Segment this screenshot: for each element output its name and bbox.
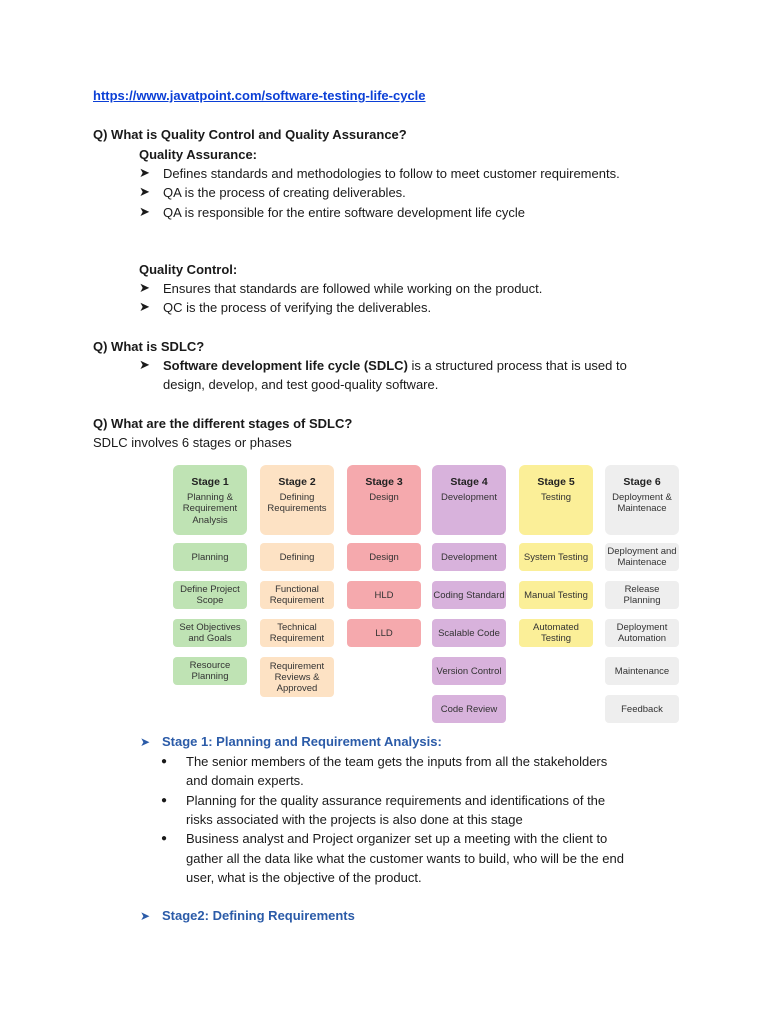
reference-link[interactable]: https://www.javatpoint.com/software-testing-life-cycle [93, 88, 426, 103]
sdlc-term: Software development life cycle (SDLC) [163, 358, 408, 373]
qc-item: Ensures that standards are followed while working on the product. [163, 281, 543, 296]
qc-item: QC is the process of verifying the deliverables. [163, 300, 432, 315]
stage-header [347, 465, 421, 535]
arrow-bullet-icon: ➤ [139, 184, 150, 199]
stage-subtitle: Deployment & Maintenace [612, 491, 672, 514]
stage2-heading: Stage2: Defining Requirements [162, 908, 355, 923]
stage-activity-cell: Design [347, 543, 421, 571]
stage-activity-cell: Release Planning [605, 581, 679, 609]
sdlc-definition-rest: is a structured process that is used to [407, 358, 627, 373]
stage-subtitle: Development [441, 491, 497, 503]
stage-activity-cell: Requirement Reviews & Approved [260, 657, 334, 697]
stage-header [432, 465, 506, 535]
stage-activity-cell: Maintenance [605, 657, 679, 685]
stage1-bullet-line: Planning for the quality assurance requirements and identifications of the [186, 793, 606, 808]
stage-activity-cell: LLD [347, 619, 421, 647]
stage1-bullet-line: Business analyst and Project organizer set up a meeting with the client to [186, 831, 608, 846]
qa-item: QA is responsible for the entire software development life cycle [163, 205, 526, 220]
stage-header [173, 465, 247, 535]
qa-item: Defines standards and methodologies to follow to meet customer requirements. [163, 166, 620, 181]
stage-activity-cell: Code Review [432, 695, 506, 723]
stage-activity-cell: HLD [347, 581, 421, 609]
stage1-bullet-line: and domain experts. [186, 773, 304, 788]
stage-activity-cell: Functional Requirement [260, 581, 334, 609]
stage-activity-cell: Defining [260, 543, 334, 571]
arrow-bullet-icon: ➤ [139, 357, 150, 372]
bullet-dot-icon: ● [161, 756, 168, 767]
stage1-heading: Stage 1: Planning and Requirement Analysis: [162, 734, 442, 749]
stage-activity-cell: System Testing [519, 543, 593, 571]
stage-activity-cell: Automated Testing [519, 619, 593, 647]
stage-title: Stage 3 [365, 476, 403, 488]
bullet-dot-icon: ● [161, 795, 168, 806]
bullet-dot-icon: ● [161, 833, 168, 844]
arrow-bullet-icon: ➤ [140, 735, 151, 749]
stage-activity-cell: Scalable Code [432, 619, 506, 647]
stage-header [260, 465, 334, 535]
stage-title: Stage 4 [450, 476, 488, 488]
stage-activity-cell: Manual Testing [519, 581, 593, 609]
stage-subtitle: Defining Requirements [267, 491, 327, 514]
stage-title: Stage 5 [537, 476, 575, 488]
stage-activity-cell: Version Control [432, 657, 506, 685]
stage-header [519, 465, 593, 535]
qc-heading: Quality Control: [139, 262, 238, 277]
sdlc-definition-line2: design, develop, and test good-quality software. [163, 377, 439, 392]
stage-title: Stage 6 [623, 476, 661, 488]
stage1-bullet-line: user, what is the objective of the product. [186, 870, 422, 885]
sdlc-definition-line1 [163, 358, 627, 373]
stage-title: Stage 1 [191, 476, 229, 488]
stage-subtitle: Design [369, 491, 399, 503]
sdlc-stages-diagram [170, 465, 682, 730]
stage-activity-cell: Technical Requirement [260, 619, 334, 647]
stage-activity-cell: Planning [173, 543, 247, 571]
stage-activity-cell: Coding Standard [432, 581, 506, 609]
arrow-bullet-icon: ➤ [140, 909, 151, 923]
stage1-bullet-line: risks associated with the projects is also done at this stage [186, 812, 523, 827]
stage-title: Stage 2 [278, 476, 316, 488]
qa-heading: Quality Assurance: [139, 147, 258, 162]
question-sdlc: Q) What is SDLC? [93, 339, 205, 354]
stage-activity-cell: Define Project Scope [173, 581, 247, 609]
stages-intro: SDLC involves 6 stages or phases [93, 435, 292, 450]
arrow-bullet-icon: ➤ [139, 299, 150, 314]
question-qa-qc: Q) What is Quality Control and Quality Assurance? [93, 127, 407, 142]
arrow-bullet-icon: ➤ [139, 204, 150, 219]
stage-activity-cell: Deployment and Maintenace [605, 543, 679, 571]
stage-activity-cell: Development [432, 543, 506, 571]
stage1-bullet-line: The senior members of the team gets the inputs from all the stakeholders [186, 754, 608, 769]
stage-activity-cell: Feedback [605, 695, 679, 723]
stage-activity-cell: Set Objectives and Goals [173, 619, 247, 647]
stage-activity-cell: Resource Planning [173, 657, 247, 685]
stage-activity-cell: Deployment Automation [605, 619, 679, 647]
arrow-bullet-icon: ➤ [139, 165, 150, 180]
stage1-bullet-line: gather all the data like what the customer wants to build, who will be the end [186, 851, 624, 866]
stage-header [605, 465, 679, 535]
arrow-bullet-icon: ➤ [139, 280, 150, 295]
stage-subtitle: Testing [540, 491, 572, 503]
question-stages: Q) What are the different stages of SDLC? [93, 416, 353, 431]
qa-item: QA is the process of creating deliverables. [163, 185, 406, 200]
stage-subtitle: Planning & Requirement Analysis [182, 491, 238, 526]
